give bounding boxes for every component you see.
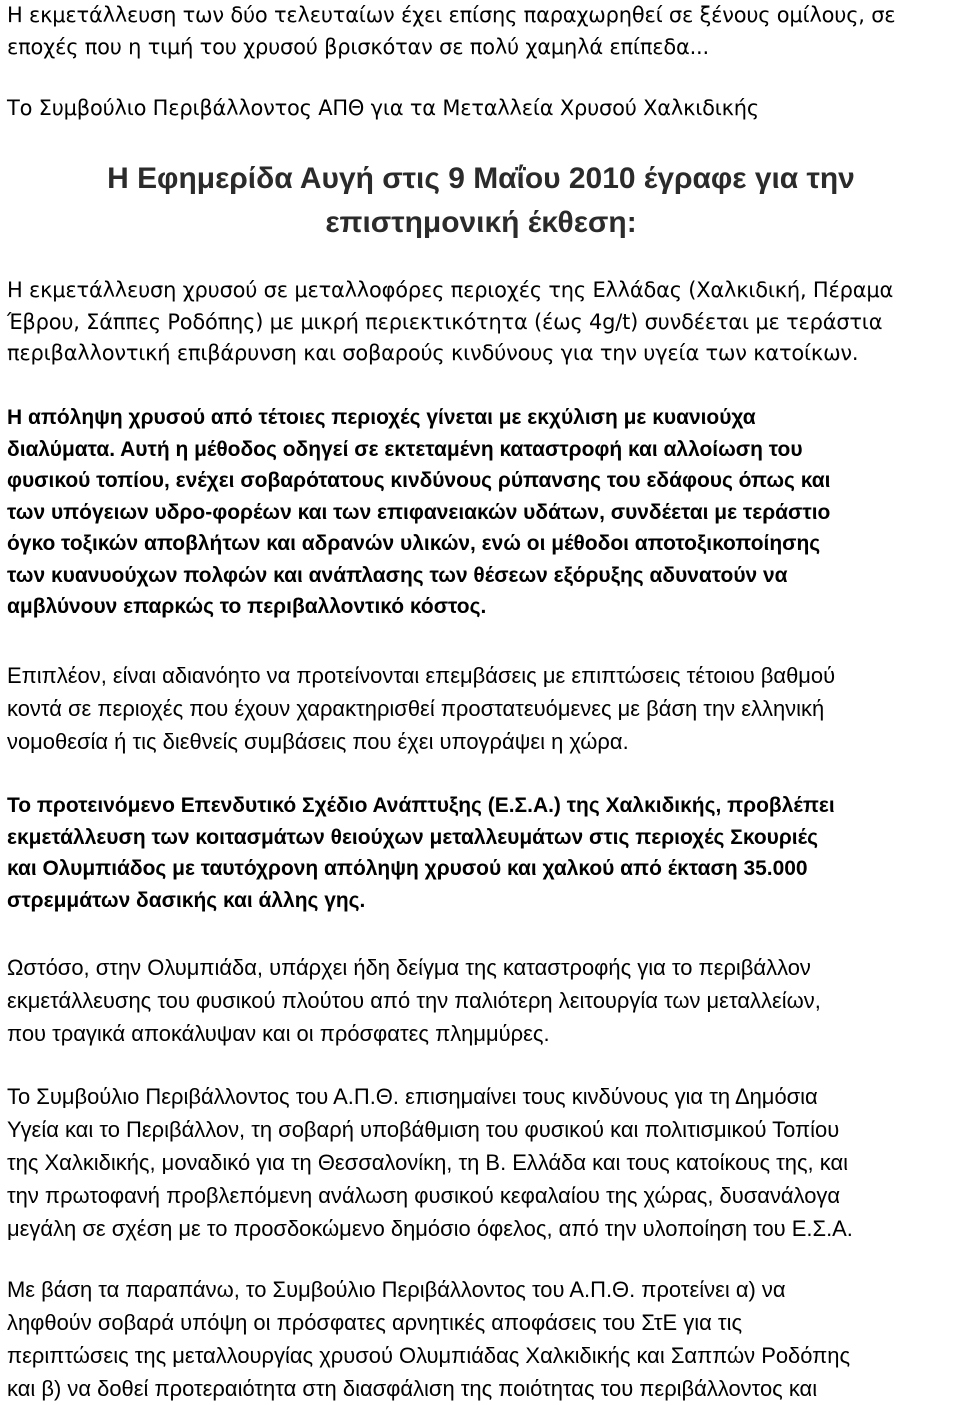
text-line: που τραγικά αποκάλυψαν και οι πρόσφατες πλημμύρες. (7, 1021, 550, 1046)
text-line: κοντά σε περιοχές που έχουν χαρακτηρισθεί προστατευόμενες με βάση την ελληνική (7, 696, 825, 721)
text-line: στρεμμάτων δασικής και άλλης γης. (7, 888, 366, 912)
text-line: φυσικού τοπίου, ενέχει σοβαρότατους κινδύνους ρύπανσης του εδάφους όπως και (7, 469, 831, 492)
protected-areas-paragraph (7, 659, 955, 758)
text-line: την πρωτοφανή προβλεπόμενη ανάλωση φυσικού κεφαλαίου της χώρας, δυσανάλογα (7, 1183, 841, 1208)
text-line: των κυανυούχων πολφών και ανάπλασης των θέσεων εξόρυξης αδυνατούν να (7, 563, 788, 587)
text-line: Επιπλέον, είναι αδιανόητο να προτείνονται επεμβάσεις με επιπτώσεις τέτοιου βαθμού (7, 663, 836, 688)
text-line: Η απόληψη χρυσού από τέτοιες περιοχές γίνεται με εκχύλιση με κυανιούχα (7, 406, 756, 429)
text-line: Η εκμετάλλευση χρυσού σε μεταλλοφόρες περιοχές της Ελλάδας (Χαλκιδική, Πέραμα (7, 278, 894, 302)
text-line: αμβλύνουν επαρκώς το περιβαλλοντικό κόστος. (7, 595, 487, 618)
intro-paragraph (7, 0, 955, 63)
text-line: της Χαλκιδικής, μοναδικό για τη Θεσσαλονίκη, τη Β. Ελλάδα και τους κατοίκους της, και (7, 1150, 849, 1175)
text-line: νομοθεσία ή τις διεθνείς συμβάσεις που έχει υπογράψει η χώρα. (7, 729, 629, 754)
heading-line: επιστημονική έκθεση: (325, 206, 637, 239)
text-line: περιπτώσεις της μεταλλουργίας χρυσού Ολυμπιάδας Χαλκιδικής και Σαππών Ροδόπης (7, 1343, 851, 1368)
text-line: Έβρου, Σάππες Ροδόπης) με μικρή περιεκτικότητα (έως 4g/t) συνδέεται με τεράστια (7, 309, 883, 334)
council-line (7, 93, 955, 125)
text-line: Το Συμβούλιο Περιβάλλοντος του Α.Π.Θ. επισημαίνει τους κινδύνους για τη Δημόσια (7, 1084, 818, 1109)
text-line: εποχές που η τιμή του χρυσού βρισκόταν σε πολύ χαμηλά επίπεδα... (7, 34, 709, 59)
text-line: διαλύματα. Αυτή η μέθοδος οδηγεί σε εκτεταμένη καταστροφή και αλλοίωση του (7, 437, 803, 461)
text-line: ληφθούν σοβαρά υπόψη οι πρόσφατες αρνητικές αποφάσεις του ΣτΕ για τις (7, 1310, 743, 1335)
report-paragraph (7, 275, 955, 370)
text-line: Υγεία και το Περιβάλλον, τη σοβαρή υποβάθμιση του φυσικού και πολιτισμικού Τοπίου (7, 1117, 840, 1142)
cyanide-paragraph (7, 402, 955, 623)
text-line: των υπόγειων υδρο-φορέων και των επιφανειακών υδάτων, συνδέεται με τεράστιο (7, 500, 831, 524)
text-line: Το προτεινόμενο Επενδυτικό Σχέδιο Ανάπτυξης (Ε.Σ.Α.) της Χαλκιδικής, προβλέπει (7, 794, 835, 817)
text-line: εκμετάλλευση των κοιτασμάτων θειούχων μεταλλευμάτων στις περιοχές Σκουριές (7, 825, 818, 849)
text-line: μεγάλη σε σχέση με το προσδοκώμενο δημόσιο όφελος, από την υλοποίηση του Ε.Σ.Α. (7, 1216, 853, 1241)
text-line: Ωστόσο, στην Ολυμπιάδα, υπάρχει ήδη δείγμα της καταστροφής για το περιβάλλον (7, 955, 811, 980)
text-line: περιβαλλοντική επιβάρυνση και σοβαρούς κινδύνους για την υγεία των κατοίκων. (7, 341, 859, 365)
text-line: όγκο τοξικών αποβλήτων και αδρανών υλικών, ενώ οι μέθοδοι αποτοξικοποίησης (7, 532, 821, 555)
olympiada-paragraph (7, 951, 955, 1050)
text-line: Η εκμετάλλευση των δύο τελευταίων έχει επίσης παραχωρηθεί σε ξένους ομίλους, σε (7, 3, 896, 27)
proposal-paragraph (7, 1273, 955, 1405)
text-line: και Ολυμπιάδος με ταυτόχρονη απόληψη χρυσού και χαλκού από έκταση 35.000 (7, 857, 808, 880)
text-line: Το Συμβούλιο Περιβάλλοντος ΑΠΘ για τα Μεταλλεία Χρυσού Χαλκιδικής (7, 96, 759, 120)
text-line: εκμετάλλευσης του φυσικού πλούτου από την παλιότερη λειτουργία των μεταλλείων, (7, 988, 821, 1013)
text-line: Με βάση τα παραπάνω, το Συμβούλιο Περιβάλλοντος του Α.Π.Θ. προτείνει α) να (7, 1277, 786, 1302)
text-line: και β) να δοθεί προτεραιότητα στη διασφάλιση της ποιότητας του περιβάλλοντος και (7, 1376, 818, 1401)
risks-paragraph (7, 1080, 955, 1245)
article-heading (7, 157, 955, 245)
investment-plan-paragraph (7, 790, 955, 916)
heading-line: Η Εφημερίδα Αυγή στις 9 Μαΐου 2010 έγραφε για την (107, 162, 855, 195)
